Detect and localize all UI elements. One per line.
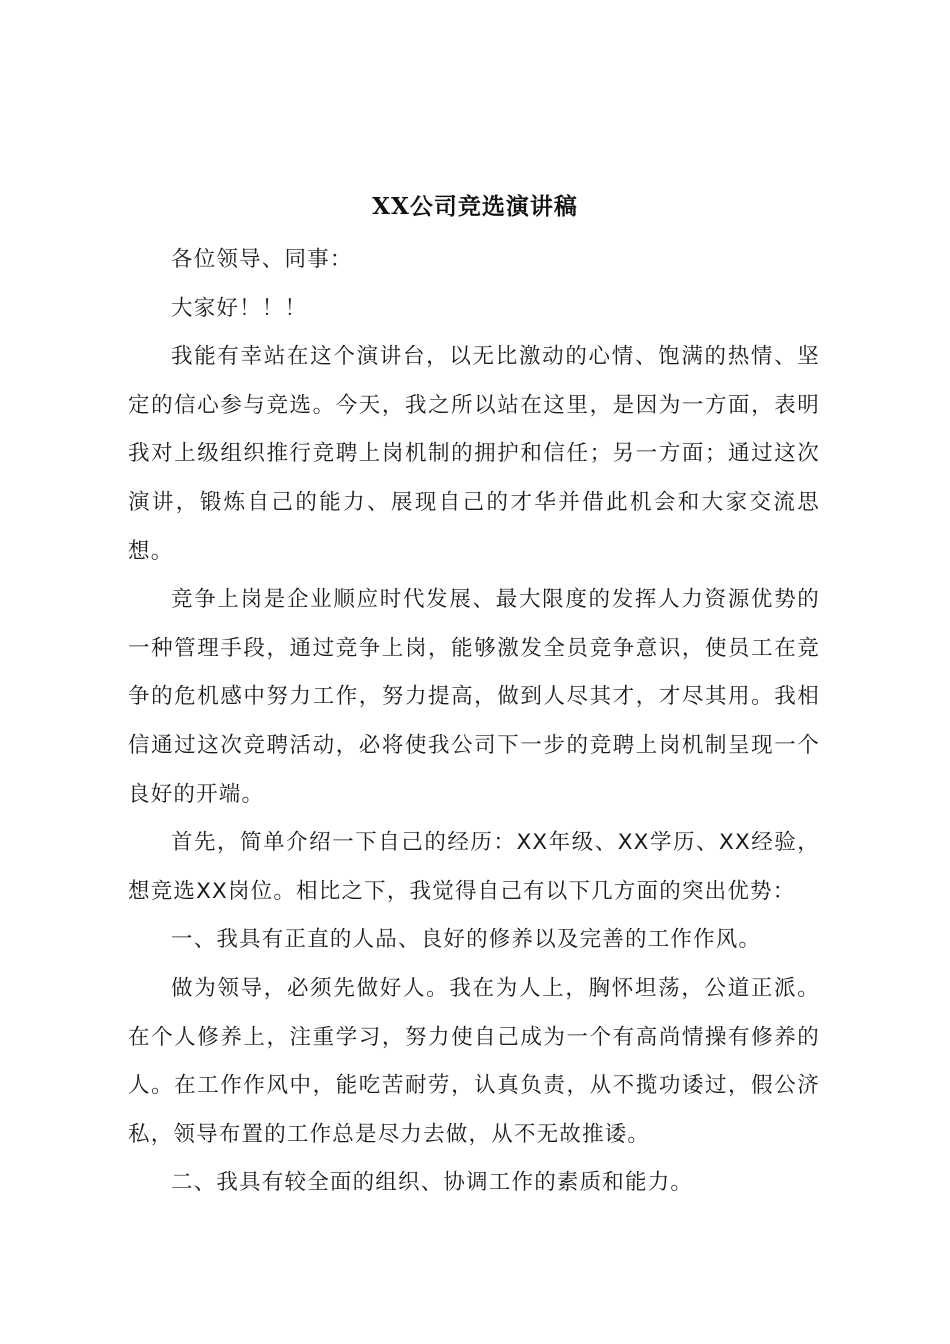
paragraph-greeting: 大家好！！！: [171, 295, 308, 321]
paragraph-competition: 竞争上岗是企业顺应时代发展、最大限度的发挥人力资源优势的一种管理手段，通过竞争上岗，能够激发全员竞争意识，使员工在竞争的危机感中努力工作，努力提高，做到人尽其才，才尽其用。我相信通过这次竞聘活动，必将使我公司下一步的竞聘上岗机制呈现一个良好的开端。: [128, 587, 820, 807]
paragraph-salutation: 各位领导、同事：: [171, 247, 353, 272]
paragraph-point-one-heading: 一、我具有正直的人品、良好的修养以及完善的工作作风。: [171, 927, 762, 953]
document-title: XX公司竞选演讲稿: [372, 193, 578, 220]
paragraph-point-two-heading: 二、我具有较全面的组织、协调工作的素质和能力。: [171, 1170, 694, 1196]
paragraph-introduction: 首先，简单介绍一下自己的经历：XX年级、XX学历、XX经验，想竞选XX岗位。相比之下，我觉得自己有以下几方面的突出优势：: [128, 830, 820, 904]
document-body: [128, 236, 820, 1208]
paragraph-opening: 我能有幸站在这个演讲台，以无比激动的心情、饱满的热情、坚定的信心参与竞选。今天，我之所以站在这里，是因为一方面，表明我对上级组织推行竞聘上岗机制的拥护和信任；另一方面；通过这次演讲，锻炼自己的能力、展现自己的才华并借此机会和大家交流思想。: [128, 344, 820, 564]
paragraph-point-one-body: 做为领导，必须先做好人。我在为人上，胸怀坦荡，公道正派。在个人修养上，注重学习，努力使自己成为一个有高尚情操有修养的人。在工作作风中，能吃苦耐劳，认真负责，从不揽功诿过，假公济私，领导布置的工作总是尽力去做，从不无故推诿。: [128, 975, 820, 1147]
